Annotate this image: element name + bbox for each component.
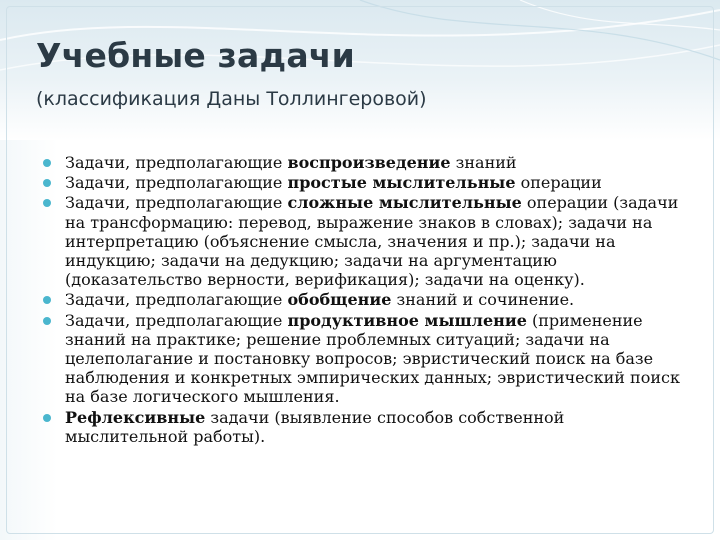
bullet-text-bold: продуктивное мышление <box>287 310 527 330</box>
bullet-text-pre: Задачи, предполагающие <box>65 173 288 193</box>
bullet-text-post: операции (задачи на трансформацию: перевод, выражение знаков в словах); задачи на интерпретацию (объяснение смысла, значения и пр.); задачи на индукцию; задачи на дедукцию; задачи на аргументацию (доказательство верности, верификация); задачи на оценку). <box>65 193 679 290</box>
bullet-icon <box>43 414 51 422</box>
bullet-text-bold: сложные мыслительные <box>287 193 522 213</box>
bullet-icon <box>43 296 51 304</box>
bullet-text-bold: простые мыслительные <box>287 173 516 193</box>
bullet-text-post: операции <box>515 173 602 193</box>
bullet-icon <box>43 159 51 167</box>
bullet-icon <box>43 199 51 207</box>
bullet-item <box>40 153 690 172</box>
bullet-item <box>40 311 690 407</box>
bullet-text-pre: Задачи, предполагающие <box>65 290 288 310</box>
bullet-text-pre: Задачи, предполагающие <box>65 193 288 213</box>
bullet-text-bold: обобщение <box>287 290 392 310</box>
bullet-item <box>40 290 690 309</box>
bullet-text-post: (применение знаний на практике; решение проблемных ситуаций; задачи на целеполагание и постановку вопросов; эвристический поиск на базе наблюдения и конкретных эмпирических данных; эвристический поиск на базе логического мышления. <box>65 310 680 407</box>
bullet-icon <box>43 179 51 187</box>
bullet-text-bold: Рефлексивные <box>65 407 206 427</box>
slide-subtitle: (классификация Даны Толлингеровой) <box>36 88 427 110</box>
bullet-text-post: знаний и сочинение. <box>391 290 575 310</box>
bullet-list <box>40 153 690 447</box>
bullet-item <box>40 193 690 289</box>
bullet-text-pre: Задачи, предполагающие <box>65 153 288 172</box>
bullet-item <box>40 408 690 446</box>
bullet-text-post: знаний <box>450 153 517 172</box>
bullet-item <box>40 173 690 192</box>
bullet-text-pre: Задачи, предполагающие <box>65 310 288 330</box>
slide-title: Учебные задачи <box>36 36 355 75</box>
bullet-icon <box>43 317 51 325</box>
bullet-text-post: задачи (выявление способов собственной мыслительной работы). <box>65 407 565 446</box>
bullet-text-bold: воспроизведение <box>287 153 451 172</box>
